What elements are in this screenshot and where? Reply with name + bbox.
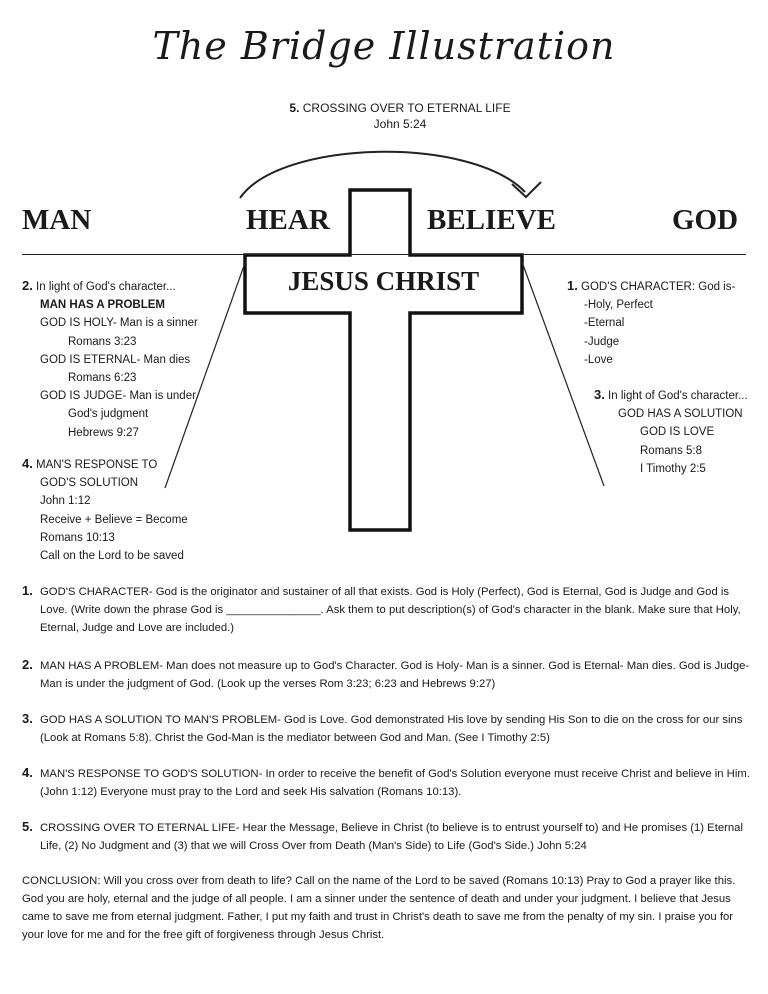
heading-hear: HEAR [246, 204, 330, 236]
heading-man: MAN [22, 204, 92, 236]
paragraph-text: GOD'S CHARACTER- God is the originator and sustainer of all that exists. God is Holy (Perfect), God is Eternal, God is Judge and God is Love. (Write down the phrase God is _______________. Ask them to put description(s) of God's character in the blank. Make sure that Holy, Eternal, Judge and Love are included.) [40, 586, 741, 634]
box-1-line: GOD'S CHARACTER: God is- [581, 281, 736, 293]
box-4-number: 4. [22, 456, 33, 471]
box-3-line: Romans 5:8 [640, 444, 703, 457]
paragraph-text: MAN'S RESPONSE TO GOD'S SOLUTION- In order to receive the benefit of God's Solution everyone must receive Christ and believe in Him. (John 1:12) Everyone must pray to the Lord and seek His salvation (Romans 10:13). [40, 768, 750, 798]
box-3-number: 3. [594, 387, 605, 402]
box-1-line: -Holy, Perfect [584, 299, 653, 312]
left-box-4 [22, 455, 188, 565]
paragraph-2 [22, 656, 750, 693]
right-box-3 [594, 386, 748, 478]
heading-god: GOD [672, 204, 739, 236]
left-box-2 [22, 277, 198, 442]
heading-believe: BELIEVE [427, 204, 556, 236]
conclusion-lead: CONCLUSION: Will you cross over from death to life? Call on the name of the Lord to be saved (Romans 10:13) Pray to God a prayer like this. [22, 875, 736, 887]
box-4-line: Romans 10:13 [40, 531, 115, 544]
box-4-line: John 1:12 [40, 495, 91, 508]
paragraph-number: 4. [22, 765, 33, 780]
box-2-line: GOD IS HOLY- Man is a sinner [40, 317, 198, 330]
box-4-line: Receive + Believe = Become [40, 513, 188, 526]
box-2-line: GOD IS ETERNAL- Man dies [40, 353, 191, 366]
box-2-line: In light of God's character... [36, 281, 176, 293]
box-2-line: Hebrews 9:27 [68, 426, 139, 439]
box-1-number: 1. [567, 278, 578, 293]
crossing-number: 5. [289, 101, 300, 115]
paragraph-4 [22, 764, 750, 801]
paragraph-5 [22, 818, 750, 855]
paragraph-text: MAN HAS A PROBLEM- Man does not measure up to God's Character. God is Holy- Man is a sinner. God is Eternal- Man dies. God is Judge- Man is under the judgment of God. (Look up the verses Rom 3:23; 6:23 and Hebrews 9:27) [40, 660, 750, 690]
box-2-line: MAN HAS A PROBLEM [40, 299, 166, 312]
paragraph-number: 1. [22, 583, 33, 598]
cross-shape [245, 190, 522, 530]
box-3-line: I Timothy 2:5 [640, 462, 706, 475]
box-3-line: GOD HAS A SOLUTION [618, 408, 743, 421]
box-4-line: GOD'S SOLUTION [40, 477, 139, 490]
right-box-1 [567, 277, 735, 369]
box-1-line: -Eternal [584, 317, 625, 330]
box-4-line: MAN'S RESPONSE TO [36, 459, 158, 471]
divider-line [22, 254, 746, 255]
box-1-line: -Love [584, 353, 613, 366]
paragraph-text: CROSSING OVER TO ETERNAL LIFE- Hear the Message, Believe in Christ (to believe is to entrust yourself to) and He promises (1) Eternal Life, (2) No Judgment and (3) that we will Cross Over from Death (Man's Side) to Life (God's Side.) John 5:24 [40, 822, 743, 852]
paragraph-1 [22, 582, 750, 637]
page-title: The Bridge Illustration [152, 24, 616, 68]
box-3-line: GOD IS LOVE [640, 426, 715, 439]
paragraph-3 [22, 710, 750, 747]
box-2-number: 2. [22, 278, 33, 293]
box-3-line: In light of God's character... [608, 390, 748, 402]
paragraph-number: 3. [22, 711, 33, 726]
box-2-line: Romans 3:23 [68, 335, 137, 348]
conclusion [22, 872, 750, 944]
box-2-line: Romans 6:23 [68, 372, 137, 385]
box-1-line: -Judge [584, 335, 620, 348]
crossing-text: CROSSING OVER TO ETERNAL LIFE [302, 101, 511, 115]
paragraph-text: GOD HAS A SOLUTION TO MAN'S PROBLEM- God is Love. God demonstrated His love by sending His Son to die on the cross for our sins (Look at Romans 5:8). Christ the God-Man is the mediator between God and Man. (See I Timothy 2:5) [40, 714, 743, 744]
box-2-line: GOD IS JUDGE- Man is under [40, 390, 196, 403]
crossing-ref: John 5:24 [373, 117, 427, 131]
box-2-line: God's judgment [68, 408, 149, 421]
paragraph-number: 2. [22, 657, 33, 672]
cross-label: JESUS CHRIST [287, 266, 480, 296]
box-4-line: Call on the Lord to be saved [40, 550, 184, 563]
conclusion-prayer: God you are holy, eternal and the judge of all people. I am a sinner under the sentence of death and under your judgment. I believe that Jesus came to save me from eternal judgment. Father, I put my faith and trust in Christ's death to save me from the penalty of my sin. I praise you for your love for me and for the free gift of forgiveness through Jesus Christ. [22, 893, 734, 941]
paragraph-number: 5. [22, 819, 33, 834]
